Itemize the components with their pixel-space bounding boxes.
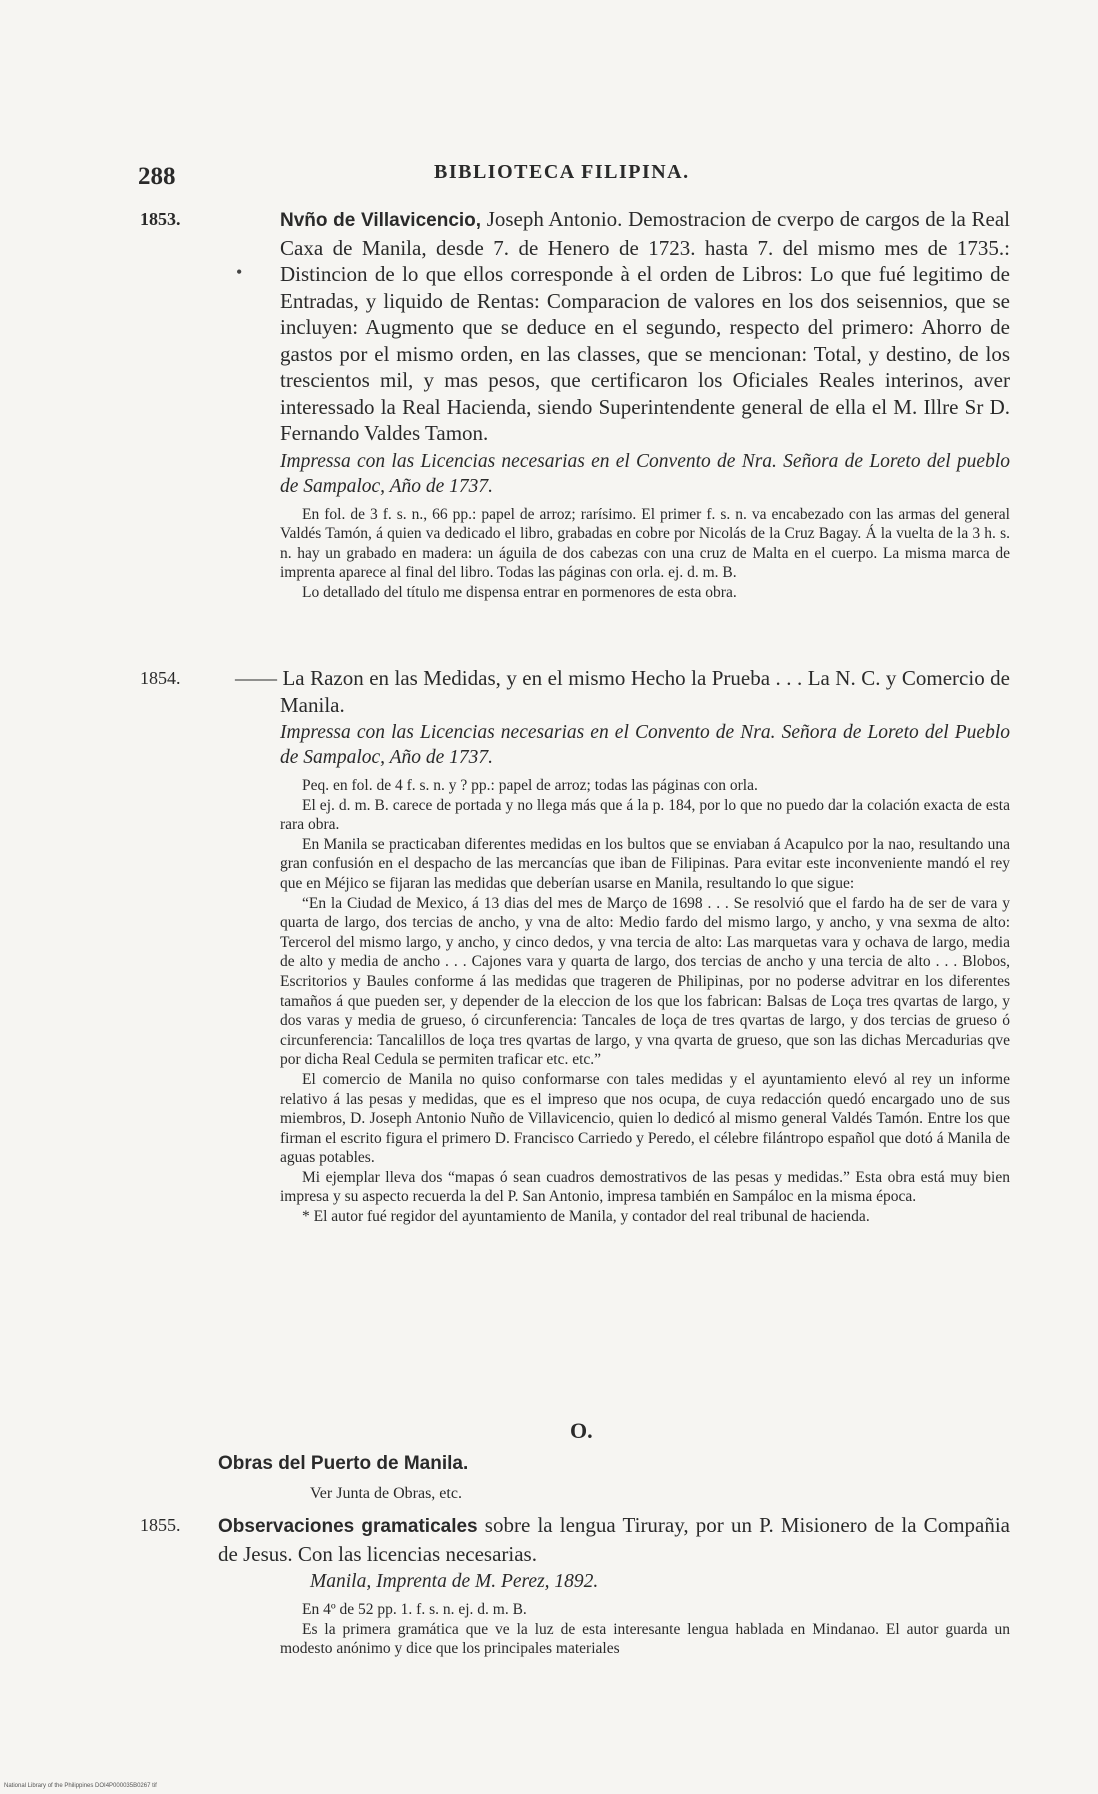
entry-title [140, 206, 1010, 447]
section-heading: Obras del Puerto de Manila. [218, 1453, 469, 1474]
entry-note: El comercio de Manila no quiso conformarse con tales medidas y el ayuntamiento elevó al rey un informe relativo á las pesas y medidas, que es el impreso que nos ocupa, de cuya redacción quedó encargado uno de sus miembros, D. Joseph Antonio Nuño de Villavicencio, quien lo dedicó al mismo general Valdés Tamón. Entre los que firman el escrito figura el primero D. Francisco Carriedo y Peredo, el célebre filántropo español que dotó á Manila de aguas potables. [280, 1070, 1010, 1167]
entry-title-text: La Razon en las Medidas, y en el mismo Hecho la Prueba . . . La N. C. y Comercio de Manila. [277, 666, 1010, 717]
entry-dash: —— [235, 666, 277, 690]
entry-title [140, 1512, 1010, 1567]
entry-imprint: Impressa con las Licencias necesarias en el Convento de Nra. Señora de Loreto del pueblo de Sampaloc, Año de 1737. [280, 450, 1010, 497]
entry-note: El ej. d. m. B. carece de portada y no llega más que á la p. 184, por lo que no puedo dar la colación exacta de esta rara obra. [280, 796, 1010, 834]
entry-lead: Observaciones gramaticales [218, 1516, 478, 1537]
entry-note: * El autor fué regidor del ayuntamiento de Manila, y contador del real tribunal de hacienda. [302, 1208, 870, 1226]
running-title: BIBLIOTECA FILIPINA. [434, 161, 690, 183]
entry-title-text: sobre la lengua Tiruray, por un P. Misionero de la Compañia de Jesus. Con las licencias necesarias. [218, 1513, 1011, 1566]
entry-note: Peq. en fol. de 4 f. s. n. y ? pp.: papel de arroz; todas las páginas con orla. [302, 777, 758, 794]
entry-number: 1854. [140, 668, 181, 688]
entry-number: 1853. [140, 209, 181, 229]
entry-note: Mi ejemplar lleva dos “mapas ó sean cuadros demostrativos de las pesas y medidas.” Esta obra está muy bien impresa y su aspecto recuerda la del P. San Antonio, impresa también en Sampáloc en la misma época. [280, 1168, 1010, 1206]
entry-note: Es la primera gramática que ve la luz de esta interesante lengua hablada en Mindanao. El autor guarda un modesto anónimo y dice que los principales materiales [280, 1620, 1010, 1658]
entry-note: En fol. de 3 f. s. n., 66 pp.: papel de arroz; rarísimo. El primer f. s. n. va encabezado con las armas del general Valdés Tamón, á quien va dedicado el libro, grabadas en cobre por Nicolás de la Cruz Bagay. Á la vuelta de la 3 h. s. n. hay un grabado en madera: un águila de dos cabezas con una cruz de Malta en el cuerpo. La misma marca de imprenta aparece al final del libro. Todas las páginas con orla. ej. d. m. B. [280, 505, 1010, 582]
entry-1853 [140, 206, 1010, 602]
section-letter: O. [570, 1418, 593, 1443]
entry-note: Lo detallado del título me dispensa entrar en pormenores de esta obra. [302, 583, 737, 601]
entry-1855 [140, 1512, 1010, 1659]
entry-title [140, 665, 1010, 718]
scan-credit: National Library of the Philippines DOI4P000035B0267 tif [4, 1783, 157, 1789]
entry-author: Nvño de Villavicencio, [280, 210, 482, 231]
entry-number: 1855. [140, 1515, 181, 1535]
entry-imprint: Impressa con las Licencias necesarias en el Convento de Nra. Señora de Loreto del Pueblo de Sampaloc, Año de 1737. [280, 722, 1010, 768]
cross-reference: Ver Junta de Obras, etc. [310, 1485, 462, 1502]
entry-note: En Manila se practicaban diferentes medidas en los bultos que se enviaban á Acapulco por la nao, resultando una gran confusión en el despacho de las mercancías que iban de Filipinas. Para evitar este inconveniente mandó el rey que en Méjico se fijaran las medidas que deberían usarse en Manila, resultando lo que sigue: [280, 835, 1010, 892]
entry-imprint: Manila, Imprenta de M. Perez, 1892. [310, 1571, 599, 1592]
entry-note: “En la Ciudad de Mexico, á 13 dias del mes de Março de 1698 . . . Se resolvió que el fardo ha de ser de vara y quarta de largo, dos tercias de ancho, y vna de alto: Medio fardo del mismo largo, y ancho, y vna sexma de alto: Tercerol del mismo largo, y ancho, y cinco dedos, y vna tercia de alto: Las marquetas vara y ochava de largo, media de alto y media de ancho . . . Cajones vara y quarta de largo, dos tercias de ancho y una tercia de alto . . . Blobos, Escritorios y Baules conforme á las medidas que trageren de Philipinas, por no poderse advitrar en los diferentes tamaños á que pueden ser, y depender de la eleccion de los que los fabrican: Balsas de Loça tres qvartas de largo, y dos varas y media de grueso, ó circunferencia: Tancales de loça de tres qvartas de largo, y dos tercias de grueso ó circunferencia: Tancalillos de loça tres qvartas de largo, y vna qvarta de grueso, que son las dichas Mercadurias qve por dicha Real Cedula se permiten traficar etc. etc.” [280, 894, 1010, 1069]
page-number: 288 [138, 163, 176, 190]
margin-mark: • [236, 262, 243, 282]
entry-1854 [140, 665, 1010, 1227]
entry-title-text: Joseph Antonio. Demostracion de cverpo de cargos de la Real Caxa de Manila, desde 7. de Henero de 1723. hasta 7. del mismo mes de 1735.: Distincion de lo que ellos corresponde à el orden de Libros: Lo que fué legitimo de Entradas, y liquido de Rentas: Comparacion de valores en los dos seisennios, que se incluyen: Augmento que se deduce en el segundo, respecto del primero: Ahorro de gastos por el mismo orden, en las classes, que se mencionan: Total, y destino, de los trescientos mil, y mas pesos, que certificaron los Oficiales Reales interinos, aver interessado la Real Hacienda, siendo Superintendente general de ella el M. Illre Sr D. Fernando Valdes Tamon. [280, 207, 1010, 445]
entry-note: En 4º de 52 pp. 1. f. s. n. ej. d. m. B. [302, 1601, 527, 1618]
